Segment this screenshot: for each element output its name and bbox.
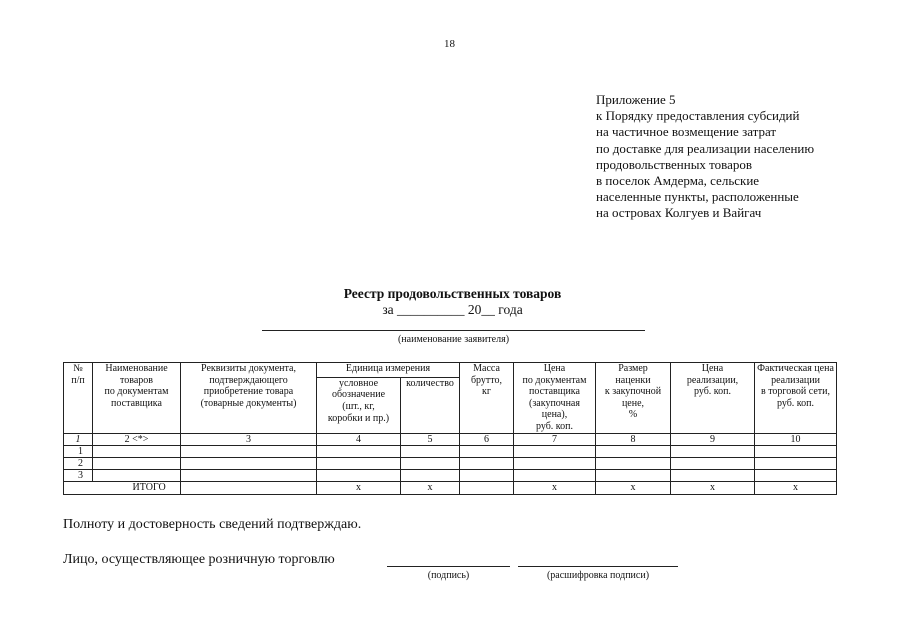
header-line: руб. коп. [535, 420, 574, 432]
table-cell[interactable] [514, 469, 596, 481]
table-cell[interactable] [755, 445, 837, 457]
header-line: руб. коп. [776, 397, 815, 409]
appendix-line: в поселок Амдерма, сельские [596, 173, 760, 189]
header-docs [181, 363, 317, 434]
table-cell[interactable] [181, 445, 317, 457]
header-uom: Единица измерения [317, 363, 460, 378]
column-number: 3 [181, 433, 317, 445]
appendix-line: к Порядку предоставления субсидий [596, 108, 800, 124]
header-line: к закупочной [604, 386, 662, 398]
header-sale-price [671, 363, 755, 434]
table-cell[interactable] [401, 469, 460, 481]
header-line: поставщика [111, 397, 162, 409]
header-line: коробки и пр.) [327, 412, 390, 424]
appendix-line: продовольственных товаров [596, 156, 753, 172]
table-cell[interactable] [671, 457, 755, 469]
header-line: наценки [615, 374, 651, 386]
table-cell[interactable] [401, 457, 460, 469]
column-number: 5 [401, 433, 460, 445]
table-cell[interactable] [671, 445, 755, 457]
header-line: реализации [771, 374, 820, 386]
appendix-line: на островах Колгуев и Вайгач [596, 205, 762, 221]
table-cell[interactable] [755, 457, 837, 469]
row-number: 2 [64, 457, 93, 469]
signature-decoding-line[interactable] [518, 566, 678, 567]
appendix-line: на частичное возмещение затрат [596, 124, 777, 140]
table-cell[interactable] [755, 469, 837, 481]
document-period: за __________ 20__ года [382, 302, 523, 317]
signature-decoding-caption: (расшифровка подписи) [546, 570, 650, 581]
header-line: по документам [104, 386, 169, 398]
total-cell: x [671, 481, 755, 494]
header-markup [596, 363, 671, 434]
header-line: цене, [621, 397, 645, 409]
signature-line[interactable] [387, 566, 510, 567]
header-line: Наименование [105, 363, 168, 374]
table-cell[interactable] [317, 445, 401, 457]
row-number: 1 [64, 445, 93, 457]
table-cell[interactable] [460, 457, 514, 469]
header-line: Реквизиты документа, [201, 363, 296, 374]
header-line: брутто, [470, 374, 503, 386]
column-number: 7 [514, 433, 596, 445]
column-number: 6 [460, 433, 514, 445]
header-line: по документам [522, 374, 587, 386]
header-line: Цена [543, 363, 566, 374]
total-blank-cell [64, 481, 93, 494]
header-line: поставщика [529, 386, 580, 398]
document-title: Реестр продовольственных товаров [343, 286, 562, 301]
applicant-line [262, 330, 645, 331]
registry-table [63, 362, 837, 495]
header-line: Масса [473, 363, 500, 374]
total-cell: x [317, 481, 401, 494]
responsible-person-label: Лицо, осуществляющее розничную торговлю [63, 552, 335, 567]
header-line: руб. коп. [693, 386, 732, 398]
header-line: подтверждающего [209, 374, 288, 386]
table-cell[interactable] [460, 469, 514, 481]
header-uom-quantity: количество [401, 377, 460, 433]
header-line: условное [338, 377, 379, 389]
table-cell[interactable] [181, 469, 317, 481]
column-number-row [64, 433, 837, 445]
column-number: 2 <*> [93, 433, 181, 445]
header-line: % [628, 409, 638, 421]
total-cell [181, 481, 317, 494]
column-number: 8 [596, 433, 671, 445]
table-cell[interactable] [596, 469, 671, 481]
header-mass [460, 363, 514, 434]
table-cell[interactable] [93, 457, 181, 469]
total-cell: x [401, 481, 460, 494]
applicant-caption: (наименование заявителя) [397, 334, 510, 345]
table-cell[interactable] [460, 445, 514, 457]
table-cell[interactable] [671, 469, 755, 481]
header-line: Цена [701, 363, 724, 374]
table-cell[interactable] [596, 445, 671, 457]
header-price [514, 363, 596, 434]
appendix-reference [596, 92, 814, 222]
header-line: (закупочная [529, 397, 580, 409]
total-row [64, 481, 837, 494]
total-cell: x [596, 481, 671, 494]
table-row [64, 445, 837, 457]
header-line: п/п [71, 374, 85, 386]
table-row [64, 457, 837, 469]
header-line: в торговой сети, [760, 386, 831, 398]
total-cell [460, 481, 514, 494]
header-line: обозначение [331, 389, 386, 401]
header-line: (шт., кг, [342, 401, 375, 412]
table-cell[interactable] [181, 457, 317, 469]
table-cell[interactable] [596, 457, 671, 469]
total-cell: x [514, 481, 596, 494]
header-line: Фактическая цена [757, 363, 834, 374]
header-line: (товарные документы) [200, 397, 297, 409]
header-line: № [73, 363, 83, 374]
header-name [93, 363, 181, 434]
total-label: ИТОГО [93, 481, 181, 494]
table-header-row [64, 363, 837, 378]
row-number: 3 [64, 469, 93, 481]
column-number: 4 [317, 433, 401, 445]
table-cell[interactable] [514, 457, 596, 469]
header-line: реализации, [686, 374, 739, 386]
confirmation-text: Полноту и достоверность сведений подтверждаю. [63, 517, 362, 532]
table-cell[interactable] [317, 469, 401, 481]
column-number: 1 [64, 433, 93, 445]
column-number: 10 [755, 433, 837, 445]
table-cell[interactable] [514, 445, 596, 457]
header-line: приобретение товара [203, 386, 294, 398]
header-line: цена), [541, 409, 568, 421]
table-cell[interactable] [317, 457, 401, 469]
appendix-line: по доставке для реализации населению [596, 140, 815, 156]
signature-caption: (подпись) [427, 570, 470, 581]
header-num [64, 363, 93, 434]
page-number: 18 [444, 38, 455, 50]
header-uom-symbol [317, 377, 401, 433]
header-line: товаров [120, 374, 153, 386]
table-cell[interactable] [93, 469, 181, 481]
header-line: Размер [618, 363, 648, 374]
table-cell[interactable] [401, 445, 460, 457]
header-line: кг [482, 386, 491, 398]
table-row [64, 469, 837, 481]
column-number: 9 [671, 433, 755, 445]
header-actual-price [755, 363, 837, 434]
appendix-line: населенные пункты, расположенные [596, 189, 799, 205]
table-cell[interactable] [93, 445, 181, 457]
appendix-line: Приложение 5 [596, 92, 676, 107]
total-cell: x [755, 481, 837, 494]
